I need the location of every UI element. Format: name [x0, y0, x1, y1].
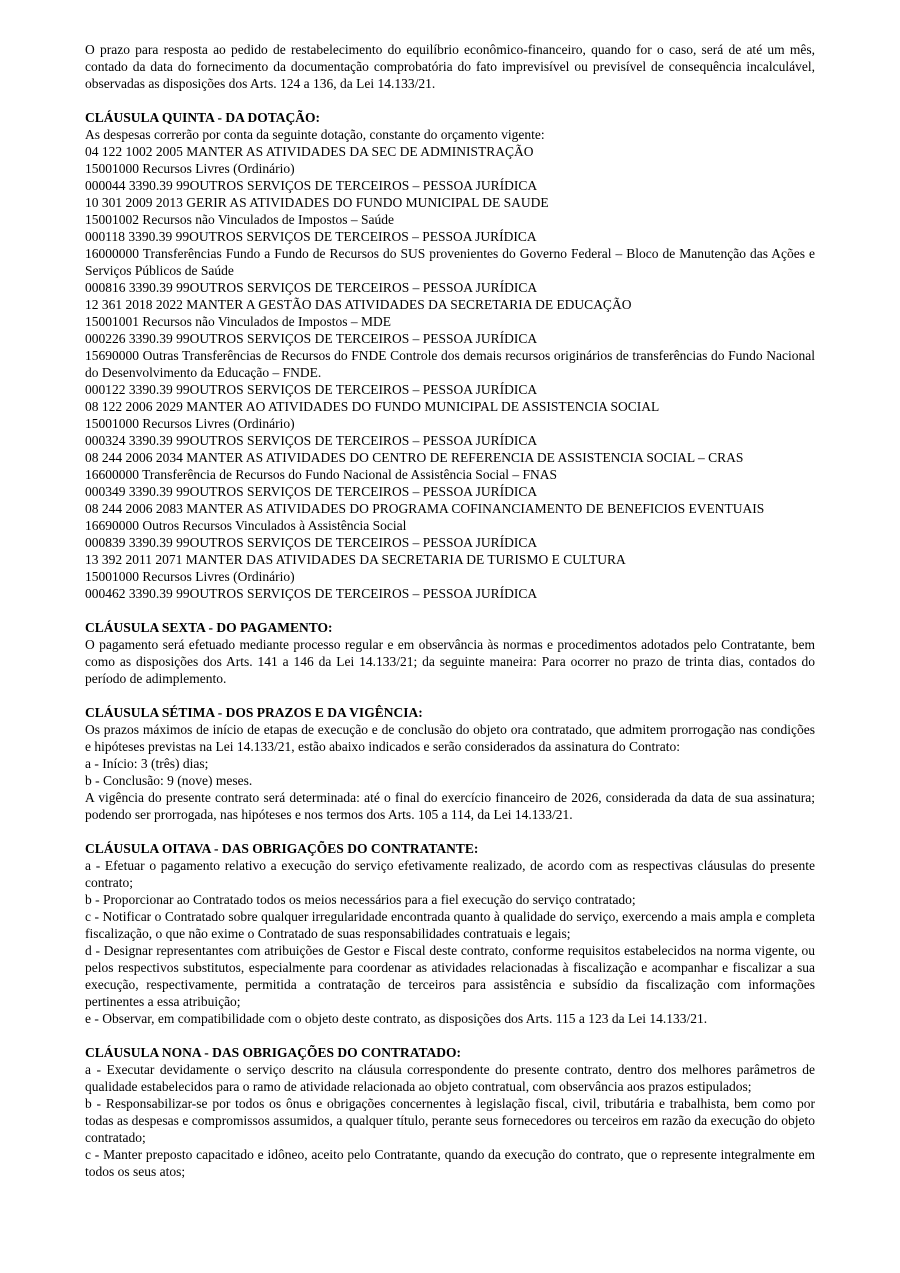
paragraph: 000226 3390.39 99OUTROS SERVIÇOS DE TERCEIROS – PESSOA JURÍDICA: [85, 331, 538, 346]
paragraph: e - Observar, em compatibilidade com o objeto deste contrato, as disposições dos Arts. 115 a 123 da Lei 14.133/21.: [85, 1011, 708, 1026]
paragraph: A vigência do presente contrato será determinada: até o final do exercício financeiro de 2026, considerada da data de sua assinatura; podendo ser prorrogada, nas hipóteses e nos termos dos Arts. 105 a 114, da Lei 14.133/21.: [85, 790, 815, 822]
clause-section: [85, 619, 815, 687]
paragraph: 15001002 Recursos não Vinculados de Impostos – Saúde: [85, 212, 395, 227]
clause-section: [85, 41, 815, 92]
clause-section: [85, 840, 815, 1027]
paragraph: b - Conclusão: 9 (nove) meses.: [85, 773, 253, 788]
paragraph: 15001000 Recursos Livres (Ordinário): [85, 416, 295, 431]
paragraph: 000044 3390.39 99OUTROS SERVIÇOS DE TERCEIROS – PESSOA JURÍDICA: [85, 178, 538, 193]
paragraph: a - Executar devidamente o serviço descrito na cláusula correspondente do presente contrato, dentro dos melhores parâmetros de qualidade estabelecidos para o ramo de atividade relacionada ao objeto contratual, com observância aos prazos estipulados;: [85, 1062, 815, 1094]
paragraph: 16690000 Outros Recursos Vinculados à Assistência Social: [85, 518, 407, 533]
paragraph: d - Designar representantes com atribuições de Gestor e Fiscal deste contrato, conforme requisitos estabelecidos na norma vigente, ou pelos respectivos substitutos, especialmente para coordenar as atividades relacionadas à fiscalização e acompanhar e fiscalizar a sua execução, respectivamente, permitida a contratação de terceiros para assistência e subsídio da fiscalização com informações pertinentes a essa atribuição;: [85, 943, 815, 1009]
clause-heading: CLÁUSULA OITAVA - DAS OBRIGAÇÕES DO CONTRATANTE:: [85, 841, 479, 856]
clause-heading: CLÁUSULA QUINTA - DA DOTAÇÃO:: [85, 110, 321, 125]
paragraph: 04 122 1002 2005 MANTER AS ATIVIDADES DA SEC DE ADMINISTRAÇÃO: [85, 144, 534, 159]
paragraph: 15001001 Recursos não Vinculados de Impostos – MDE: [85, 314, 392, 329]
paragraph: O prazo para resposta ao pedido de restabelecimento do equilíbrio econômico-financeiro, quando for o caso, será de até um mês, contado da data do fornecimento da documentação comprobatória do fato imprevisível ou previsível de consequência incalculável, observadas as disposições dos Arts. 124 a 136, da Lei 14.133/21.: [85, 42, 815, 91]
clause-heading: CLÁUSULA SÉTIMA - DOS PRAZOS E DA VIGÊNCIA:: [85, 705, 423, 720]
paragraph: 000816 3390.39 99OUTROS SERVIÇOS DE TERCEIROS – PESSOA JURÍDICA: [85, 280, 538, 295]
paragraph: 08 122 2006 2029 MANTER AO ATIVIDADES DO FUNDO MUNICIPAL DE ASSISTENCIA SOCIAL: [85, 399, 660, 414]
paragraph: 16000000 Transferências Fundo a Fundo de Recursos do SUS provenientes do Governo Federal – Bloco de Manutenção das Ações e Serviços Públicos de Saúde: [85, 246, 815, 278]
paragraph: 15690000 Outras Transferências de Recursos do FNDE Controle dos demais recursos originários de transferências do Fundo Nacional do Desenvolvimento da Educação – FNDE.: [85, 348, 815, 380]
paragraph: a - Efetuar o pagamento relativo a execução do serviço efetivamente realizado, de acordo com as respectivas cláusulas do presente contrato;: [85, 858, 815, 890]
paragraph: Os prazos máximos de início de etapas de execução e de conclusão do objeto ora contratado, que admitem prorrogação nas condições e hipóteses previstas na Lei 14.133/21, estão abaixo indicados e serão considerados da assinatura do Contrato:: [85, 722, 815, 754]
paragraph: 15001000 Recursos Livres (Ordinário): [85, 569, 295, 584]
paragraph: 10 301 2009 2013 GERIR AS ATIVIDADES DO FUNDO MUNICIPAL DE SAUDE: [85, 195, 549, 210]
paragraph: 000118 3390.39 99OUTROS SERVIÇOS DE TERCEIROS – PESSOA JURÍDICA: [85, 229, 537, 244]
clause-section: [85, 109, 815, 602]
paragraph: 08 244 2006 2034 MANTER AS ATIVIDADES DO CENTRO DE REFERENCIA DE ASSISTENCIA SOCIAL – CRAS: [85, 450, 744, 465]
paragraph: c - Manter preposto capacitado e idôneo, aceito pelo Contratante, quando da execução do contrato, que o represente integralmente em todos os seus atos;: [85, 1147, 815, 1179]
clause-section: [85, 1044, 815, 1180]
paragraph: 000324 3390.39 99OUTROS SERVIÇOS DE TERCEIROS – PESSOA JURÍDICA: [85, 433, 538, 448]
paragraph: 12 361 2018 2022 MANTER A GESTÃO DAS ATIVIDADES DA SECRETARIA DE EDUCAÇÃO: [85, 297, 632, 312]
paragraph: 000349 3390.39 99OUTROS SERVIÇOS DE TERCEIROS – PESSOA JURÍDICA: [85, 484, 538, 499]
clause-heading: CLÁUSULA SEXTA - DO PAGAMENTO:: [85, 620, 333, 635]
paragraph: As despesas correrão por conta da seguinte dotação, constante do orçamento vigente:: [85, 127, 545, 142]
clause-heading: CLÁUSULA NONA - DAS OBRIGAÇÕES DO CONTRATADO:: [85, 1045, 462, 1060]
paragraph: b - Proporcionar ao Contratado todos os meios necessários para a fiel execução do serviço contratado;: [85, 892, 636, 907]
paragraph: 16600000 Transferência de Recursos do Fundo Nacional de Assistência Social – FNAS: [85, 467, 558, 482]
paragraph: 000462 3390.39 99OUTROS SERVIÇOS DE TERCEIROS – PESSOA JURÍDICA: [85, 586, 538, 601]
document-body: [85, 41, 815, 1180]
clause-section: [85, 704, 815, 823]
paragraph: a - Início: 3 (três) dias;: [85, 756, 209, 771]
paragraph: O pagamento será efetuado mediante processo regular e em observância às normas e procedimentos adotados pelo Contratante, bem como as disposições dos Arts. 141 a 146 da Lei 14.133/21; da seguinte maneira: Para ocorrer no prazo de trinta dias, contados do período de adimplemento.: [85, 637, 815, 686]
paragraph: c - Notificar o Contratado sobre qualquer irregularidade encontrada quanto à qualidade do serviço, exercendo a mais ampla e completa fiscalização, o que não exime o Contratado de suas responsabilidades contratuais e legais;: [85, 909, 815, 941]
paragraph: 000839 3390.39 99OUTROS SERVIÇOS DE TERCEIROS – PESSOA JURÍDICA: [85, 535, 538, 550]
paragraph: 000122 3390.39 99OUTROS SERVIÇOS DE TERCEIROS – PESSOA JURÍDICA: [85, 382, 538, 397]
paragraph: 13 392 2011 2071 MANTER DAS ATIVIDADES DA SECRETARIA DE TURISMO E CULTURA: [85, 552, 626, 567]
paragraph: 15001000 Recursos Livres (Ordinário): [85, 161, 295, 176]
paragraph: b - Responsabilizar-se por todos os ônus e obrigações concernentes à legislação fiscal, civil, tributária e trabalhista, bem como por todas as despesas e compromissos assumidos, a qualquer título, perante seus fornecedores ou terceiros em razão da execução do objeto contratado;: [85, 1096, 815, 1145]
paragraph: 08 244 2006 2083 MANTER AS ATIVIDADES DO PROGRAMA COFINANCIAMENTO DE BENEFICIOS EVENTUAIS: [85, 501, 765, 516]
